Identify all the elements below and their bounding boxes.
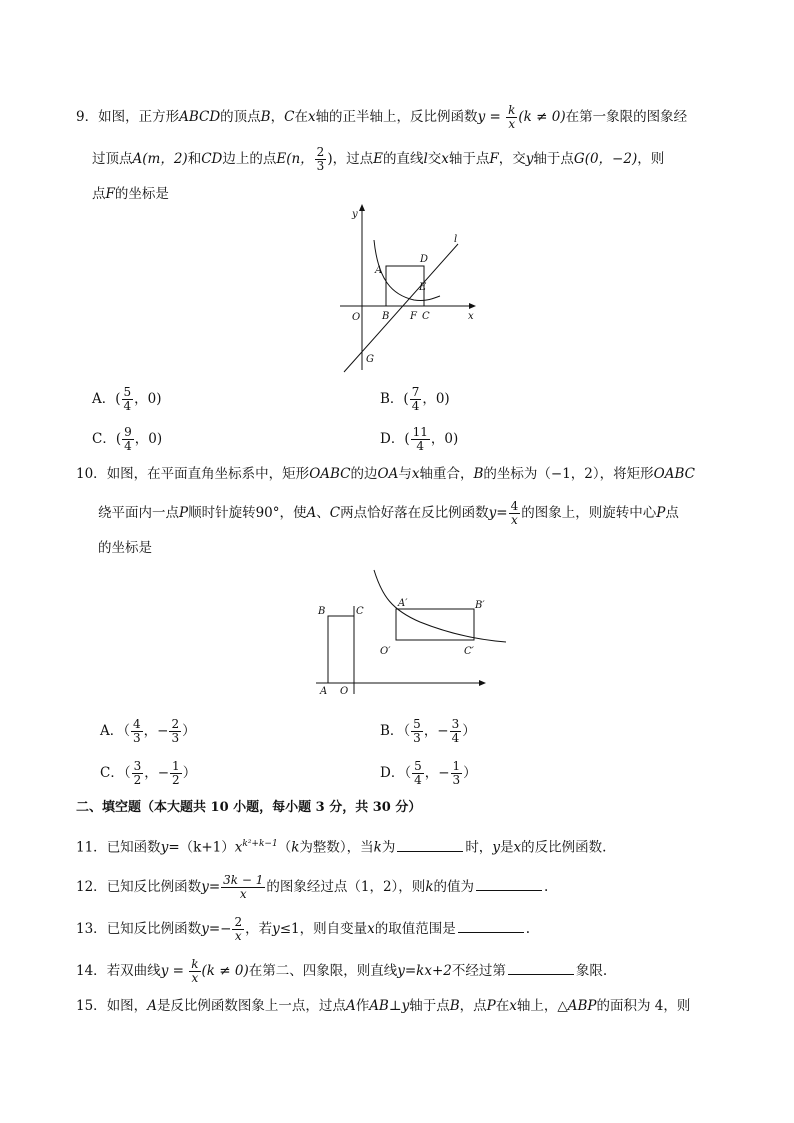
svg-text:B′: B′ [475, 600, 485, 611]
fig9-label-O: O [352, 312, 361, 323]
svg-text:D: D [420, 254, 429, 265]
q9-line-1: 9．如图，正方形ABCD的顶点B，C在x轴的正半轴上，反比例函数y = $\frac{k}{x}$ (k ≠ 0)在第一象限的图象经 [76, 103, 688, 131]
svg-text:C′: C′ [464, 646, 474, 657]
q9-option-b[interactable]: B．( $\frac{7}{4}$ ，0) [380, 385, 450, 413]
q15: 15．如图，A是反比例函数图象上一点，过点A作AB⊥y轴于点B，点P在x轴上，△ABP的面积为 4，则 [76, 998, 691, 1014]
svg-text:A: A [320, 686, 328, 697]
q9-option-c[interactable]: C．( $\frac{9}{4}$ ，0) [92, 425, 163, 453]
fig9-label-y: y [352, 209, 358, 220]
q11: 11．已知函数$y=(k+1)x^{k^2+k-1}(k$为整数），当k为 时，y是x的反比例函数. [76, 834, 606, 858]
q9-option-d[interactable]: D．( $\frac{11}{4}$ ，0) [380, 425, 459, 453]
fraction-k-over-x: $\frac{k}{x}$ [508, 103, 516, 131]
q10-option-a[interactable]: A．（ $\frac{4}{3}$ ，− $\frac{2}{3}$ ） [100, 717, 196, 745]
q14: 14．若双曲线y = $\frac{k}{x}$ (k ≠ 0)在第二、四象限，则直线y=kx+2不经过第 象限. [76, 957, 608, 985]
q10-line-2: 绕平面内一点P顺时针旋转90°，使A、C两点恰好落在反比例函数y= $\frac{4}{x}$ 的图象上，则旋转中心P点 [98, 499, 679, 527]
q10-option-d[interactable]: D．（ $\frac{5}{4}$ ，− $\frac{1}{3}$ ） [380, 759, 477, 787]
svg-text:A: A [375, 265, 383, 276]
q9-line-2: 过顶点A(m，2)和CD边上的点E(n， $\frac{2}{3}$ )，过点E的直线l交x轴于点F，交y轴于点G(0，−2)，则 [92, 145, 665, 173]
svg-text:E: E [419, 282, 427, 293]
q10-line-1: 10．如图，在平面直角坐标系中，矩形OABC的边OA与x轴重合，B的坐标为（−1，2），将矩形OABC [76, 466, 695, 482]
svg-text:O′: O′ [380, 646, 391, 657]
q12: 12．已知反比例函数y= $\frac{3k - 1}{x}$ 的图象经过点（1，2），则k的值为 . [76, 873, 549, 901]
svg-text:A′: A′ [398, 598, 408, 609]
fig9-label-x: x [468, 311, 474, 322]
answer-blank[interactable] [397, 837, 463, 852]
q9-option-a[interactable]: A．( $\frac{5}{4}$ ，0) [92, 385, 162, 413]
q10-figure [310, 566, 510, 700]
svg-text:C: C [356, 606, 364, 617]
q10-option-b[interactable]: B．（ $\frac{5}{3}$ ，− $\frac{3}{4}$ ） [380, 717, 476, 745]
fraction-2-over-3: $\frac{2}{3}$ [316, 145, 325, 173]
fraction-4-over-x: $\frac{4}{x}$ [510, 499, 519, 527]
q9-figure [330, 200, 480, 375]
q10-option-c[interactable]: C．（ $\frac{3}{2}$ ，− $\frac{1}{2}$ ） [100, 759, 197, 787]
svg-text:O: O [340, 686, 349, 697]
answer-blank[interactable] [458, 918, 524, 933]
answer-blank[interactable] [508, 960, 574, 975]
q9-line-3: 点F的坐标是 [92, 186, 169, 202]
svg-text:B: B [318, 606, 326, 617]
q10-line-3: 的坐标是 [98, 540, 152, 556]
answer-blank[interactable] [476, 876, 542, 891]
svg-text:G: G [366, 354, 374, 365]
svg-text:C: C [422, 311, 430, 322]
section-2-heading: 二、填空题（本大题共 10 小题，每小题 3 分，共 30 分） [76, 800, 422, 815]
svg-text:B: B [382, 311, 390, 322]
svg-text:F: F [410, 311, 417, 322]
svg-text:l: l [454, 234, 458, 245]
q13: 13．已知反比例函数y=− $\frac{2}{x}$ ，若y≤1，则自变量x的取值范围是 . [76, 915, 531, 943]
